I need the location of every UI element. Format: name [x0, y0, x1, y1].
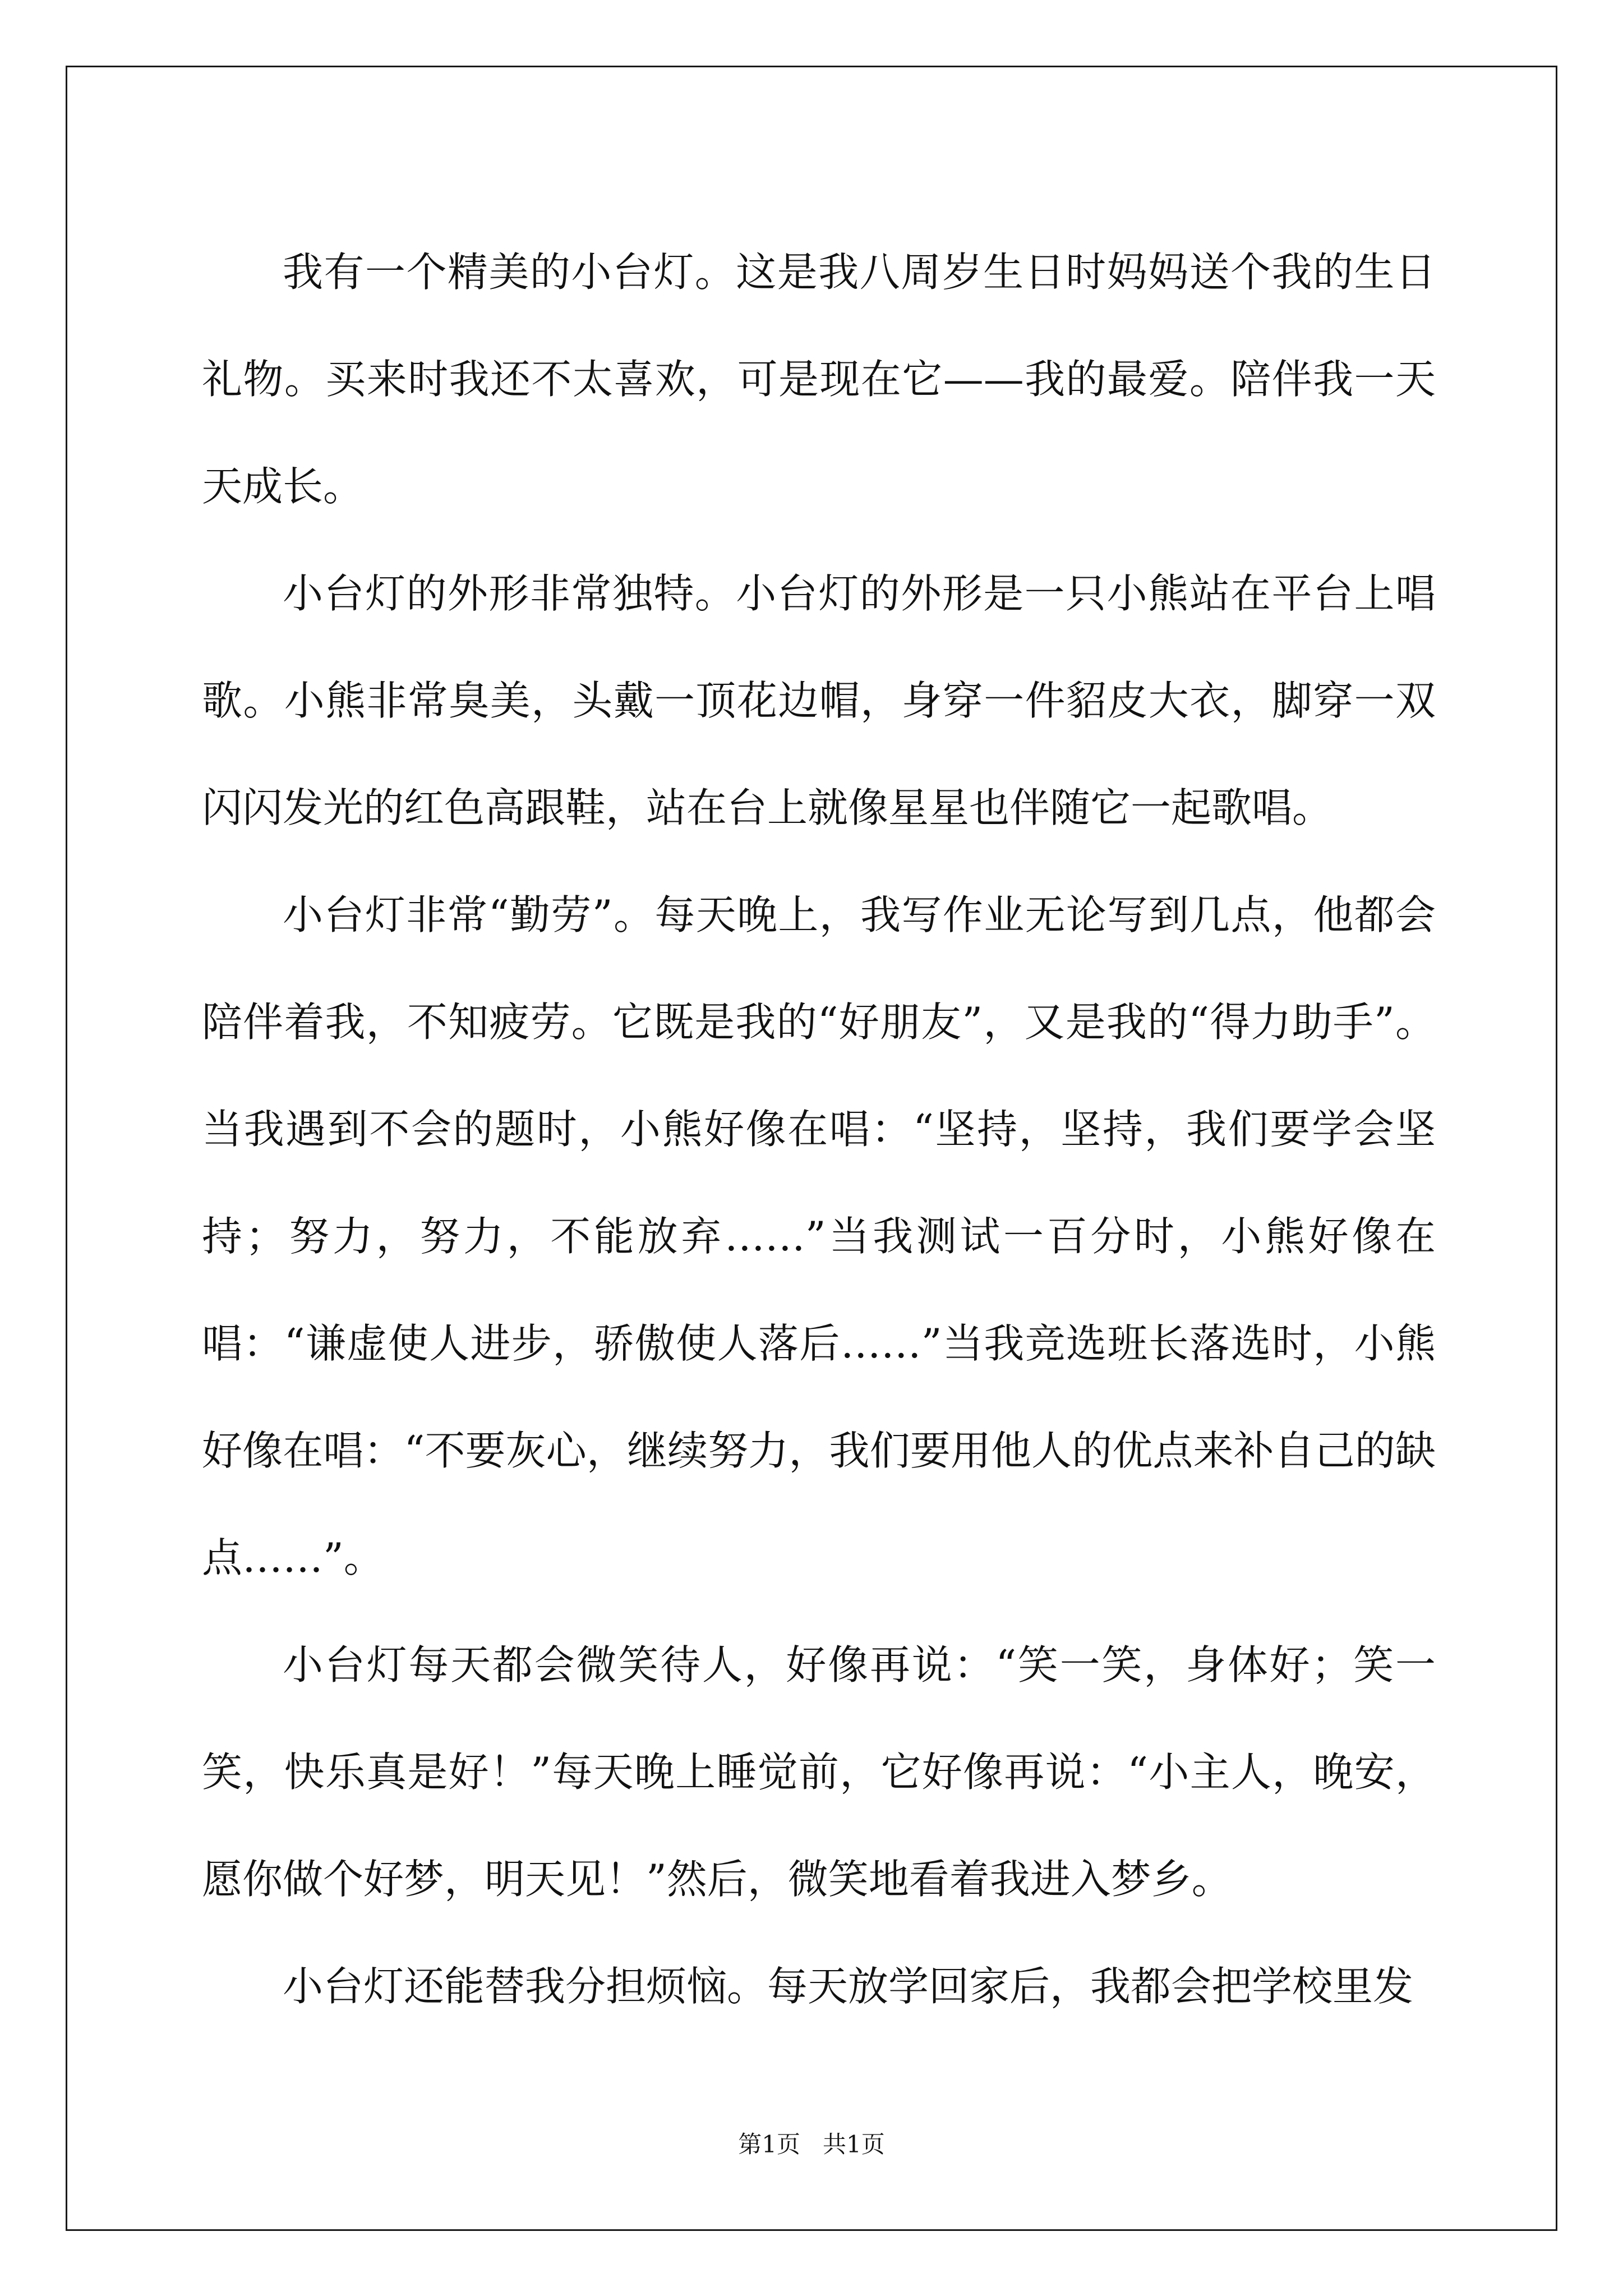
document-body: [202, 219, 1436, 2040]
paragraph-3: 小台灯非常“勤劳”。每天晚上，我写作业无论写到几点，他都会陪伴着我，不知疲劳。它既是我的“好朋友”，又是我的“得力助手”。当我遇到不会的题时，小熊好像在唱：“坚持，坚持，我们要学会坚持；努力，努力，不能放弃……”当我测试一百分时，小熊好像在唱：“谦虚使人进步，骄傲使人落后……”当我竞选班长落选时，小熊好像在唱：“不要灰心，继续努力，我们要用他人的优点来补自己的缺点……”。: [202, 891, 1436, 1581]
paragraph-4: 小台灯每天都会微笑待人，好像再说：“笑一笑，身体好；笑一笑，快乐真是好！”每天晚上睡觉前，它好像再说：“小主人，晚安，愿你做个好梦，明天见！”然后，微笑地看着我进入梦乡。: [202, 1641, 1436, 1903]
paragraph-2: 小台灯的外形非常独特。小台灯的外形是一只小熊站在平台上唱歌。小熊非常臭美，头戴一顶花边帽，身穿一件貂皮大衣，脚穿一双闪闪发光的红色高跟鞋，站在台上就像星星也伴随它一起歌唱。: [202, 570, 1436, 831]
page-footer: 第1页 共1页: [738, 2131, 885, 2158]
paragraph-5: 小台灯还能替我分担烦恼。每天放学回家后，我都会把学校里发: [283, 1963, 1414, 2010]
paragraph-1: 我有一个精美的小台灯。这是我八周岁生日时妈妈送个我的生日礼物。买来时我还不太喜欢，可是现在它——我的最爱。陪伴我一天天成长。: [202, 249, 1436, 510]
